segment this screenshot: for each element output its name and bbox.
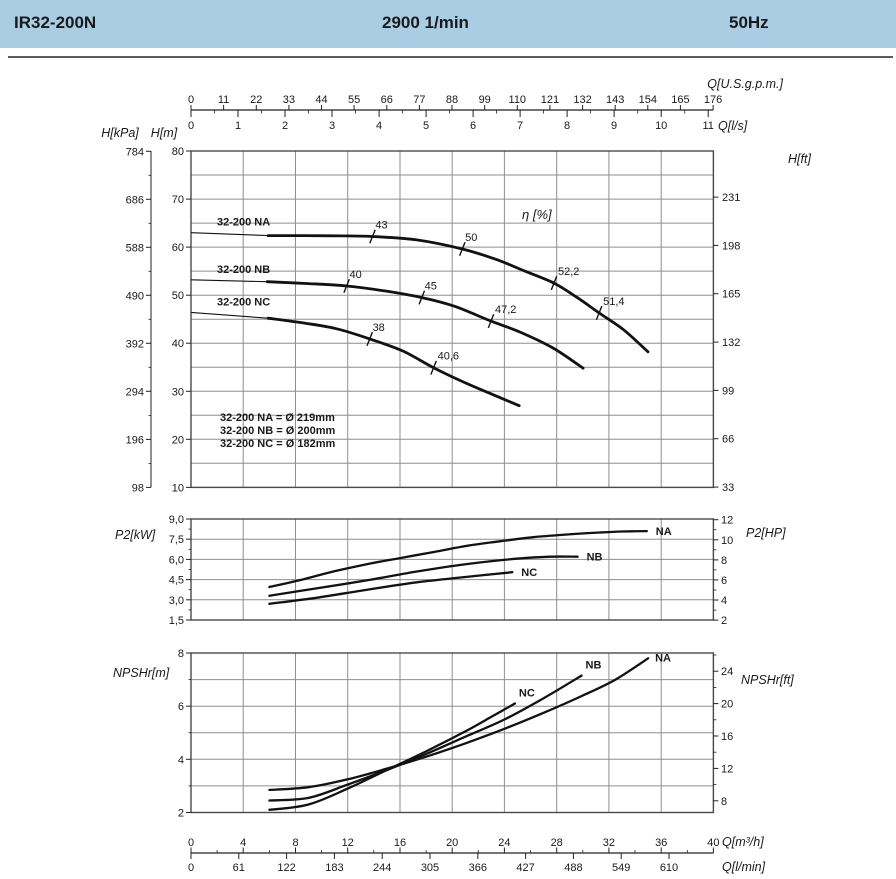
- pump-model: IR32-200N: [14, 13, 97, 32]
- hp-tick-label: 6: [721, 574, 728, 587]
- m3h-tick-label: 4: [240, 837, 247, 849]
- ft-tick-label: 198: [722, 240, 741, 253]
- kpa-tick-label: 490: [125, 290, 144, 303]
- efficiency-label: 38: [372, 321, 385, 334]
- npsh-m-tick-label: 6: [177, 701, 184, 714]
- npsh-ft-tick-label: 8: [721, 795, 728, 808]
- hq-curves: [191, 217, 648, 406]
- kw-tick-label: 6,0: [168, 554, 184, 567]
- m3h-tick-label: 20: [446, 837, 459, 849]
- curve-name-label: 32-200 NB: [217, 263, 271, 276]
- hp-tick-label: 12: [721, 514, 734, 527]
- lmin-tick-label: 427: [516, 862, 535, 874]
- lmin-tick-label: 549: [612, 862, 631, 874]
- gpm-tick-label: 77: [413, 94, 426, 106]
- npsh-m-tick-label: 8: [177, 648, 184, 660]
- hp-tick-label: 2: [721, 615, 728, 628]
- npsh-ft-tick-label: 16: [721, 731, 734, 743]
- gpm-tick-label: 0: [187, 94, 195, 106]
- gpm-tick-label: 132: [573, 94, 592, 106]
- curve-name-label: NA: [655, 652, 671, 665]
- efficiency-label: 51,4: [603, 295, 625, 308]
- npsh-m-tick-label: 2: [177, 807, 184, 820]
- legend-line: 32-200 NB = Ø 200mm: [220, 425, 336, 437]
- p2-axes: [115, 514, 786, 627]
- p2-hp-unit-label: P2[HP]: [746, 526, 786, 540]
- gpm-axis-unit-label: Q[U.S.g.p.m.]: [707, 77, 783, 91]
- curve-name-label: 32-200 NC: [217, 296, 271, 309]
- ft-tick-label: 99: [722, 385, 735, 398]
- efficiency-label: 45: [424, 280, 437, 293]
- kpa-tick-label: 784: [125, 146, 144, 159]
- gpm-tick-label: 110: [508, 94, 527, 106]
- gpm-tick-label: 88: [445, 94, 459, 106]
- m-tick-label: 40: [171, 338, 184, 351]
- gpm-tick-label: 121: [540, 94, 560, 106]
- hp-tick-label: 8: [721, 554, 728, 567]
- ls-tick-label: 10: [655, 120, 668, 132]
- npsh-ft-tick-label: 12: [721, 763, 734, 776]
- lmin-tick-label: 610: [659, 862, 679, 874]
- ls-tick-label: 5: [423, 120, 430, 132]
- m-tick-label: 70: [171, 194, 184, 207]
- efficiency-label: 40,6: [437, 350, 460, 363]
- gpm-tick-label: 165: [671, 94, 690, 106]
- gpm-tick-label: 55: [347, 94, 361, 106]
- curve-name-label: 32-200 NA: [217, 216, 271, 229]
- curve-name-label: NB: [585, 659, 602, 672]
- hq-eta: [522, 207, 552, 222]
- curve-name-label: NB: [586, 551, 603, 564]
- m-tick-label: 80: [171, 146, 184, 158]
- kw-tick-label: 4,5: [168, 574, 184, 587]
- lmin-tick-label: 488: [564, 862, 583, 874]
- m3h-tick-label: 28: [550, 837, 563, 849]
- kpa-tick-label: 98: [131, 482, 144, 495]
- ls-tick-label: 1: [234, 120, 242, 132]
- npsh-curve-nc: [269, 704, 515, 810]
- gpm-tick-label: 99: [478, 94, 491, 106]
- npsh-ft-tick-label: 20: [721, 698, 734, 711]
- gpm-tick-label: 176: [703, 94, 723, 106]
- m3h-tick-label: 36: [655, 837, 668, 849]
- lmin-tick-label: 61: [232, 862, 245, 874]
- npsh-ft-unit-label: NPSHr[ft]: [741, 673, 794, 687]
- m3h-tick-label: 8: [292, 837, 299, 849]
- ls-tick-label: 4: [376, 120, 383, 132]
- p2-kw-unit-label: P2[kW]: [115, 528, 156, 542]
- kw-tick-label: 1,5: [168, 615, 184, 627]
- m-axis-unit-label: H[m]: [150, 126, 178, 140]
- efficiency-label: 43: [375, 219, 388, 232]
- pump-speed: 2900 1/min: [382, 13, 469, 32]
- ft-tick-label: 165: [722, 288, 741, 301]
- hq-right-axis: [713, 152, 811, 494]
- ls-axis-unit-label: Q[l/s]: [718, 119, 748, 133]
- kpa-tick-label: 588: [125, 242, 144, 255]
- ls-tick-label: 9: [611, 120, 618, 132]
- gpm-tick-label: 143: [606, 94, 625, 106]
- hq-legend: [220, 412, 335, 450]
- ft-tick-label: 132: [722, 337, 741, 350]
- kpa-tick-label: 294: [125, 386, 144, 399]
- ls-tick-label: 8: [564, 120, 571, 132]
- m3h-tick-label: 24: [498, 837, 511, 849]
- ft-axis-unit-label: H[ft]: [788, 152, 811, 166]
- ls-tick-label: 3: [328, 120, 336, 132]
- efficiency-label: 40: [349, 269, 362, 281]
- ls-tick-label: 2: [281, 120, 289, 132]
- lmin-tick-label: 244: [373, 862, 392, 874]
- m3h-tick-label: 0: [187, 837, 195, 849]
- m-tick-label: 20: [171, 434, 184, 447]
- m3h-axis-unit-label: Q[m³/h]: [722, 835, 764, 849]
- eta-axis-label: η [%]: [522, 207, 552, 222]
- npsh-axes: [113, 648, 794, 820]
- curve-name-label: NA: [655, 526, 672, 539]
- lmin-axis-unit-label: Q[l/min]: [722, 860, 766, 874]
- shutoff-leader-line: [191, 233, 268, 236]
- shutoff-leader-line: [191, 312, 268, 318]
- efficiency-label: 47,2: [495, 304, 517, 317]
- ls-tick-label: 6: [470, 120, 477, 132]
- m3h-tick-label: 40: [707, 837, 720, 849]
- hp-tick-label: 10: [721, 534, 734, 547]
- m3h-tick-label: 32: [602, 837, 616, 849]
- hq-left-axis: [101, 126, 191, 494]
- m-tick-label: 60: [171, 242, 184, 255]
- lmin-tick-label: 305: [420, 862, 440, 874]
- efficiency-label: 50: [465, 232, 478, 244]
- ft-tick-label: 33: [722, 482, 735, 495]
- gpm-tick-label: 44: [315, 94, 328, 106]
- curve-name-label: NC: [518, 687, 535, 700]
- npsh-m-tick-label: 4: [177, 754, 184, 767]
- curve-name-label: NC: [521, 567, 538, 580]
- legend-line: 32-200 NA = Ø 219mm: [220, 412, 335, 424]
- npsh-curve-na: [269, 658, 648, 790]
- kw-tick-label: 7,5: [168, 534, 184, 547]
- gpm-tick-label: 11: [217, 94, 230, 106]
- hq-top-axis: [188, 77, 784, 133]
- m3h-tick-label: 12: [341, 837, 354, 849]
- lmin-tick-label: 122: [277, 862, 296, 874]
- shutoff-leader-line: [191, 280, 267, 282]
- hq-curve-na: [268, 236, 648, 352]
- gpm-tick-label: 33: [282, 94, 296, 106]
- gpm-tick-label: 66: [380, 94, 393, 106]
- p2-curves: [269, 526, 671, 604]
- m-tick-label: 30: [171, 386, 184, 399]
- lmin-tick-label: 183: [325, 862, 344, 874]
- lmin-tick-label: 0: [187, 862, 195, 874]
- gpm-tick-label: 22: [250, 94, 263, 106]
- kw-tick-label: 9,0: [168, 514, 184, 526]
- hq-curve-nc: [268, 318, 519, 406]
- ls-tick-label: 11: [702, 120, 714, 132]
- gpm-tick-label: 154: [638, 94, 657, 106]
- lmin-tick-label: 366: [468, 862, 487, 874]
- m-tick-label: 50: [171, 290, 184, 303]
- efficiency-label: 52,2: [558, 266, 580, 279]
- bottom-axis: [188, 835, 766, 874]
- kpa-axis-unit-label: H[kPa]: [101, 126, 139, 140]
- ft-tick-label: 66: [722, 433, 735, 446]
- legend-line: 32-200 NC = Ø 182mm: [220, 438, 336, 450]
- ls-tick-label: 0: [187, 120, 195, 132]
- ft-tick-label: 231: [722, 192, 741, 205]
- kpa-tick-label: 686: [125, 194, 144, 207]
- hp-tick-label: 4: [721, 595, 728, 607]
- pump-frequency: 50Hz: [729, 13, 769, 32]
- npsh-chart: [191, 653, 713, 813]
- m-tick-label: 10: [171, 482, 184, 495]
- npsh-ft-tick-label: 24: [721, 666, 734, 679]
- m3h-tick-label: 16: [393, 837, 407, 849]
- kpa-tick-label: 392: [125, 338, 144, 351]
- npsh-m-unit-label: NPSHr[m]: [113, 666, 170, 680]
- ls-tick-label: 7: [517, 120, 524, 132]
- kw-tick-label: 3,0: [168, 594, 184, 607]
- kpa-tick-label: 196: [125, 434, 144, 447]
